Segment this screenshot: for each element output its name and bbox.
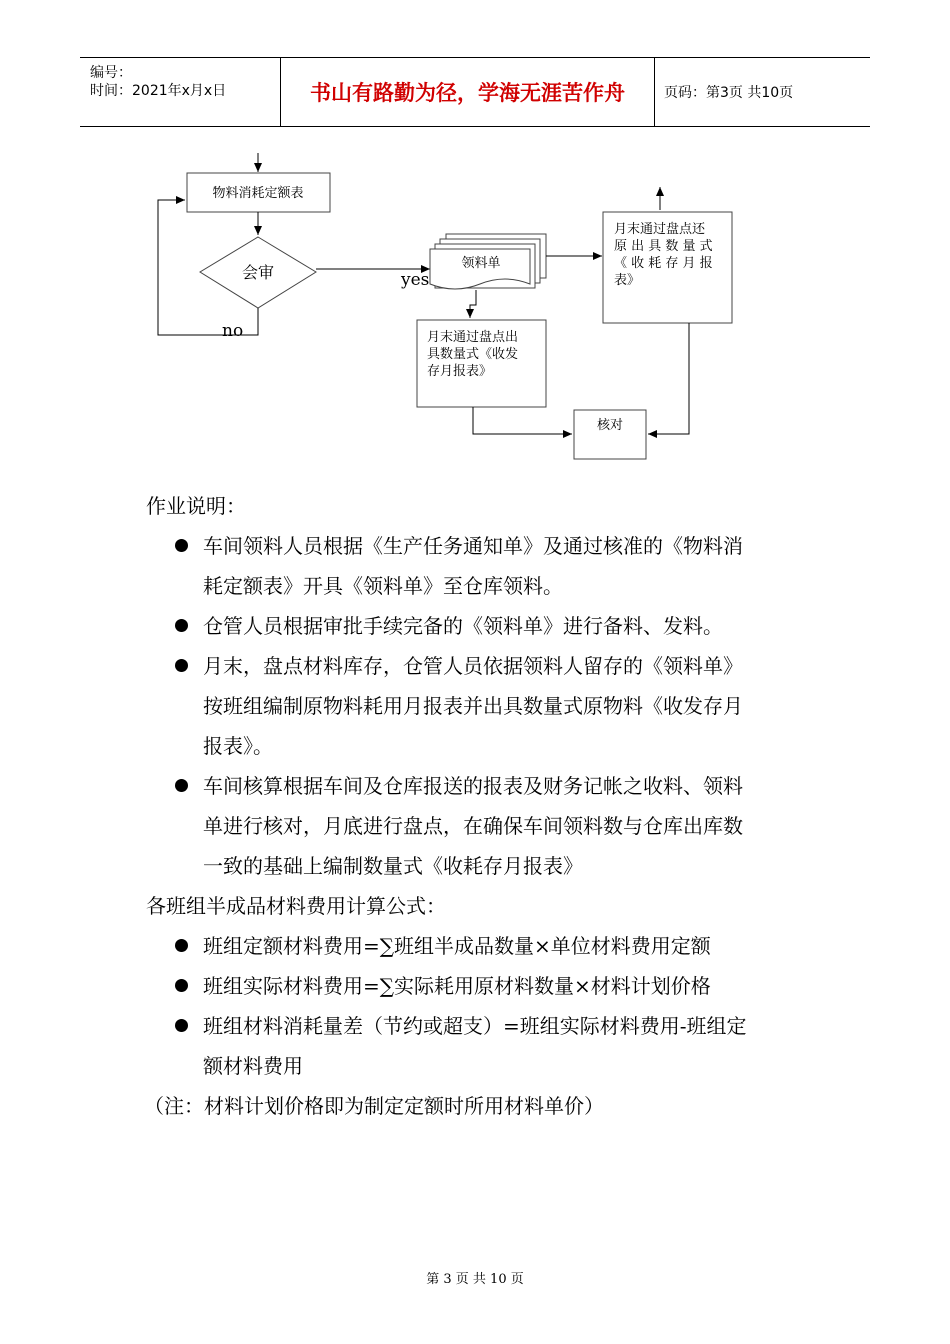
box-month-left-line: 具数量式《收发 (427, 347, 519, 362)
time-label: 时间：2021年x月x日 (90, 83, 227, 99)
bullet-icon (175, 1019, 188, 1032)
list-line: 仓管人员根据审批手续完备的《领料单》进行备料、发料。 (203, 614, 723, 638)
box-month-left-line: 月末通过盘点出 (427, 330, 519, 345)
list-line: 额材料费用 (203, 1054, 303, 1078)
flow-arrow (470, 290, 476, 318)
diamond-review-label: 会审 (241, 263, 275, 282)
list-line: 月末，盘点材料库存，仓管人员依据领料人留存的《领料单》 (203, 654, 743, 678)
list-item (146, 966, 826, 1006)
header-page-label: 页码：第3页 共10页 (664, 85, 794, 101)
list-line: 单进行核对，月底进行盘点，在确保车间领料数与仓库出库数 (203, 814, 743, 838)
bullet-icon (175, 979, 188, 992)
page-footer: 第 3 页 共 10 页 (426, 1272, 524, 1287)
header-motto: 书山有路勤为径，学海无涯苦作舟 (310, 81, 625, 105)
list-line: 耗定额表》开具《领料单》至仓库领料。 (203, 574, 563, 598)
bullet-icon (175, 659, 188, 672)
bullet-icon (175, 619, 188, 632)
box-month-right-line: 表》 (614, 273, 641, 288)
bullet-icon (175, 939, 188, 952)
section-title: 作业说明： (146, 494, 246, 518)
list-line: 班组定额材料费用=∑班组半成品数量×单位材料费用定额 (203, 934, 711, 958)
box-month-right-line: 原 出 具 数 量 式 (614, 239, 713, 254)
list-line: 班组材料消耗量差（节约或超支）=班组实际材料费用-班组定 (203, 1014, 747, 1038)
list-line: 车间核算根据车间及仓库报送的报表及财务记帐之收料、领料 (203, 774, 743, 798)
list-item (146, 526, 826, 606)
bullet-icon (175, 779, 188, 792)
list-item (146, 1006, 826, 1086)
box-quota-label: 物料消耗定额表 (212, 186, 304, 201)
instruction-list (146, 526, 826, 886)
box-month-left-line: 存月报表》 (427, 364, 493, 379)
list-item (146, 606, 826, 646)
list-item (146, 646, 826, 766)
flow-arrow (473, 407, 572, 434)
label-no: no (222, 321, 244, 341)
box-month-right-line: 《 收 耗 存 月 报 (614, 256, 713, 271)
list-item (146, 926, 826, 966)
flow-arrow (648, 323, 689, 434)
document-body (146, 486, 826, 1126)
note-text: （注：材料计划价格即为制定定额时所用材料单价） (144, 1094, 604, 1118)
list-line: 班组实际材料费用=∑实际耗用原材料数量×材料计划价格 (203, 974, 711, 998)
section-title: 各班组半成品材料费用计算公式： (146, 894, 446, 918)
bullet-icon (175, 539, 188, 552)
label-yes: yes (401, 270, 430, 290)
doc-requisition-label: 领料单 (461, 256, 501, 271)
list-line: 报表》。 (203, 734, 273, 758)
box-month-right-line: 月末通过盘点还 (614, 222, 706, 237)
list-item (146, 766, 826, 886)
list-line: 车间领料人员根据《生产任务通知单》及通过核准的《物料消 (203, 534, 743, 558)
box-check-label: 核对 (596, 418, 624, 433)
number-label: 编号： (90, 65, 132, 81)
list-line: 按班组编制原物料耗用月报表并出具数量式原物料《收发存月 (203, 694, 743, 718)
flowchart (0, 0, 950, 480)
formula-list (146, 926, 826, 1086)
list-line: 一致的基础上编制数量式《收耗存月报表》 (203, 854, 583, 878)
